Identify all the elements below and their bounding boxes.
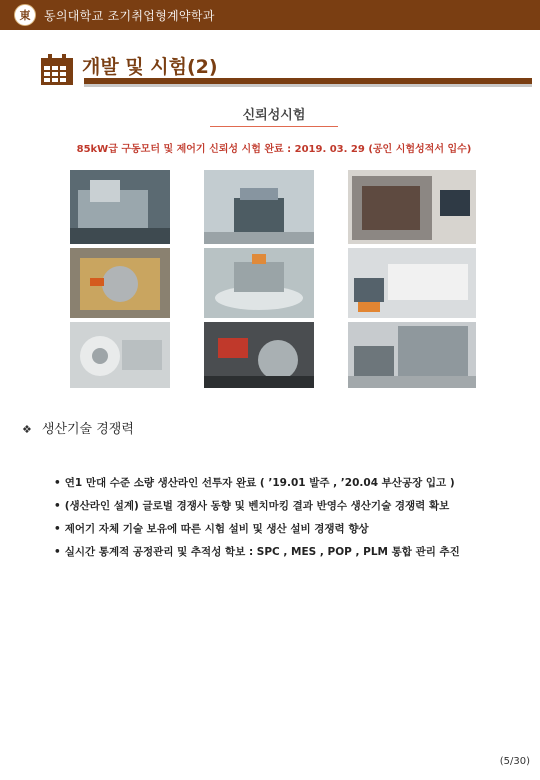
test-photo-5 [204, 248, 314, 318]
list-item [54, 472, 460, 495]
page-number: (5/30) [499, 756, 530, 767]
heading-text: 개발 및 시험(2) [82, 56, 218, 78]
test-photo-8 [204, 322, 314, 388]
slide-heading [40, 52, 500, 92]
panel-title: 신뢰성시험 [242, 108, 306, 123]
reliability-test-panel [64, 100, 484, 390]
test-photo-2 [204, 170, 314, 244]
header-title: 동의대학교 조기취업형계약학과 [44, 8, 215, 23]
section-title: 생산기술 경쟁력 [41, 422, 134, 437]
bullet-marker: • [54, 546, 61, 558]
bullet-marker: • [54, 523, 61, 535]
bullet-text: 연1 만대 수준 소량 생산라인 선투자 완료 ( ’19.01 발주 , ’20.04 부산공장 입고 ) [64, 477, 455, 489]
test-photo-7 [70, 322, 170, 388]
heading-rule-shadow [84, 84, 532, 87]
bullet-list [54, 472, 460, 564]
test-photo-6 [348, 248, 476, 318]
calendar-icon [40, 54, 74, 86]
bullet-text: (생산라인 설계) 글로벌 경쟁사 동향 및 벤치마킹 결과 반영수 생산기술 경쟁력 확보 [64, 500, 450, 512]
bullet-marker: • [54, 477, 61, 489]
logo-glyph: 東 [19, 9, 31, 22]
diamond-bullet-icon: ❖ [22, 423, 32, 436]
bullet-marker: • [54, 500, 61, 512]
test-photo-9 [348, 322, 476, 388]
list-item [54, 495, 460, 518]
test-photo-3 [348, 170, 476, 244]
university-logo [14, 4, 36, 26]
test-photo-4 [70, 248, 170, 318]
bullet-text: 실시간 통계적 공정관리 및 추적성 학보 : SPC , MES , POP , PLM 통합 관리 추진 [64, 546, 460, 558]
bullet-text: 제어기 자체 기술 보유에 따른 시험 설비 및 생산 설비 경쟁력 향상 [64, 523, 369, 535]
panel-title-underline [210, 126, 338, 127]
top-bar [0, 0, 540, 30]
list-item [54, 541, 460, 564]
section-heading [22, 418, 134, 437]
panel-subtitle: 85kW급 구동모터 및 제어기 신뢰성 시험 완료 : 2019. 03. 29 (공인 시험성적서 입수) [76, 144, 472, 155]
list-item [54, 518, 460, 541]
test-photo-1 [70, 170, 170, 244]
